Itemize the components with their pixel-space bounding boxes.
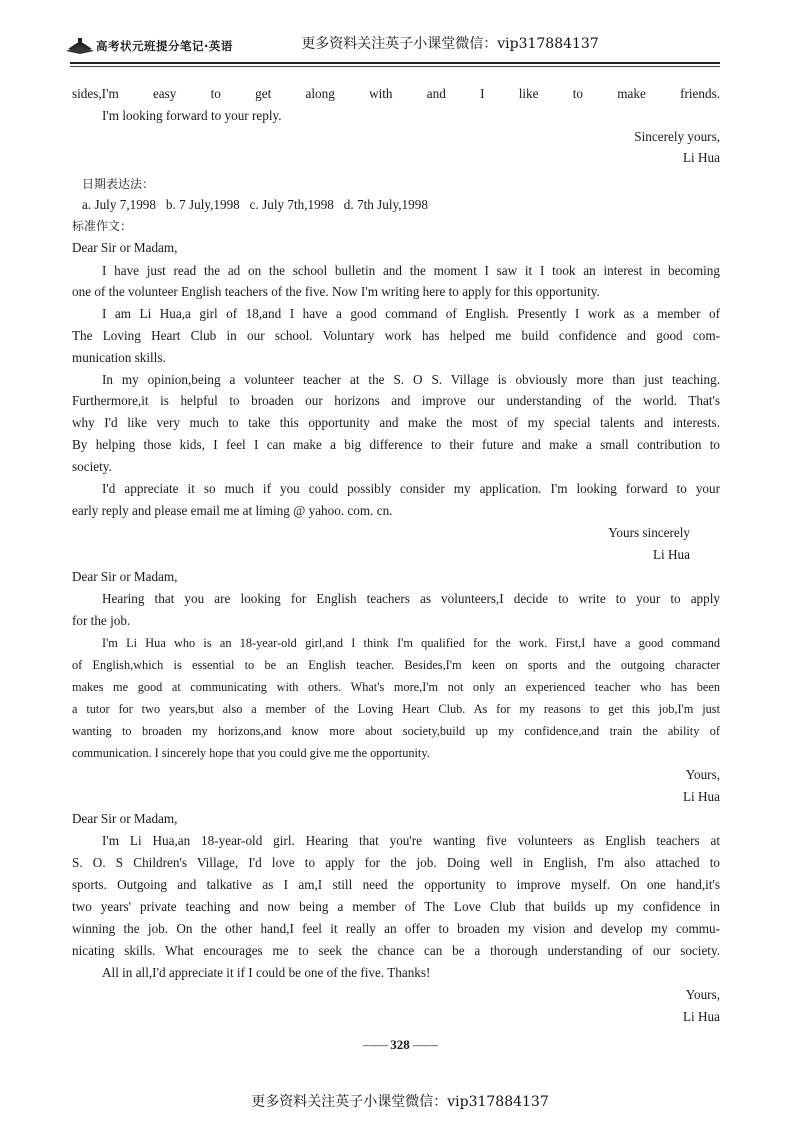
- text-line: makes me good at communicating with others. What's more,I'm not only an experienced teacher who has been: [72, 680, 720, 694]
- page-number-value: 328: [390, 1037, 410, 1052]
- page-number: —— 328 ——: [363, 1037, 437, 1052]
- text-line: winning the job. On the other hand,I feel it really an offer to broaden my vision and develop my commu-: [72, 921, 720, 936]
- text-line: All in all,I'd appreciate it if I could be one of the five. Thanks!: [102, 965, 431, 980]
- signature: Li Hua: [683, 1009, 720, 1024]
- text-line: I'd appreciate it so much if you could possibly consider my application. I'm looking forward to your: [102, 481, 720, 496]
- text-line: of English,which is essential to be an English teacher. Besides,I'm keen on sports and the outgoing character: [72, 658, 720, 672]
- section-heading-dates: 日期表达法：: [82, 177, 155, 191]
- closing: Yours,: [685, 767, 720, 782]
- header-rule: [70, 62, 720, 64]
- text-line: By helping those kids, I feel I can make a big difference to their future and make a small contribution to: [72, 437, 720, 452]
- salutation: Dear Sir or Madam,: [72, 811, 178, 826]
- text-line: In my opinion,being a volunteer teacher at the S. O S. Village is obviously more than just teaching.: [102, 372, 720, 387]
- signature: Li Hua: [683, 150, 720, 165]
- text-line: I'm Li Hua who is an 18-year-old girl,and I think I'm qualified for the work. First,I have a good command: [102, 636, 720, 650]
- text-line: sports. Outgoing and talkative as I am,I still need the opportunity to improve myself. On one hand,it's: [72, 877, 720, 892]
- text-line: I have just read the ad on the school bulletin and the moment I saw it I took an interest in becoming: [102, 263, 720, 278]
- section-heading-model-essay: 标准作文：: [72, 219, 133, 233]
- text-line: sides,I'm easy to get along with and I like to make friends.: [72, 86, 720, 101]
- text-line: Furthermore,it is helpful to broaden our horizons and improve our understanding of the world. That's: [72, 393, 720, 408]
- text-line: society.: [72, 459, 112, 474]
- text-line: Hearing that you are looking for English teachers as volunteers,I decide to write to your to apply: [102, 591, 720, 606]
- signature: Li Hua: [653, 547, 690, 562]
- salutation: Dear Sir or Madam,: [72, 240, 178, 255]
- text-line: two years' private teaching and now being a member of The Love Club that builds up my confidence in: [72, 899, 720, 914]
- signature: Li Hua: [683, 789, 720, 804]
- closing: Yours sincerely: [608, 525, 690, 540]
- text-line: The Loving Heart Club in our school. Voluntary work has helped me build confidence and good com-: [72, 328, 720, 343]
- header-rule-thin: [70, 66, 720, 67]
- text-line: I'm Li Hua,an 18-year-old girl. Hearing that you're wanting five volunteers as English teachers at: [102, 833, 720, 848]
- text-line: one of the volunteer English teachers of the five. Now I'm writing here to apply for this opportunity.: [72, 284, 600, 299]
- salutation: Dear Sir or Madam,: [72, 569, 178, 584]
- header-title: 高考状元班提分笔记·英语: [96, 39, 233, 53]
- text-line: I am Li Hua,a girl of 18,and I have a good command of English. Presently I work as a member of: [102, 306, 720, 321]
- text-line: for the job.: [72, 613, 131, 628]
- text-line: communication. I sincerely hope that you could give me the opportunity.: [72, 746, 430, 760]
- text-line: nicating skills. What encourages me to seek the chance can be a thorough understanding of our society.: [72, 943, 720, 958]
- closing: Yours,: [685, 987, 720, 1002]
- watermark-top: 更多资料关注英子小课堂微信：vip317884137: [301, 36, 599, 52]
- text-line: why I'd like very much to take this opportunity and make the most of my special talents and interests.: [72, 415, 720, 430]
- text-line: a tutor for two years,but also a member of the Loving Heart Club. As for my reasons to get this job,I'm just: [72, 702, 720, 716]
- text-line: wanting to broaden my horizons,and know more about society,build up my confidence,and train the ability of: [72, 724, 720, 738]
- text-line: munication skills.: [72, 350, 166, 365]
- watermark-bottom: 更多资料关注英子小课堂微信：vip317884137: [251, 1094, 549, 1110]
- text-line: I'm looking forward to your reply.: [102, 108, 282, 123]
- closing: Sincerely yours,: [634, 129, 720, 144]
- text-line: early reply and please email me at liming @ yahoo. com. cn.: [72, 503, 393, 518]
- text-line: S. O. S Children's Village, I'd love to apply for the job. Doing well in English, I'm also attached to: [72, 855, 720, 870]
- date-formats: a. July 7,1998 b. 7 July,1998 c. July 7th,1998 d. 7th July,1998: [82, 197, 428, 212]
